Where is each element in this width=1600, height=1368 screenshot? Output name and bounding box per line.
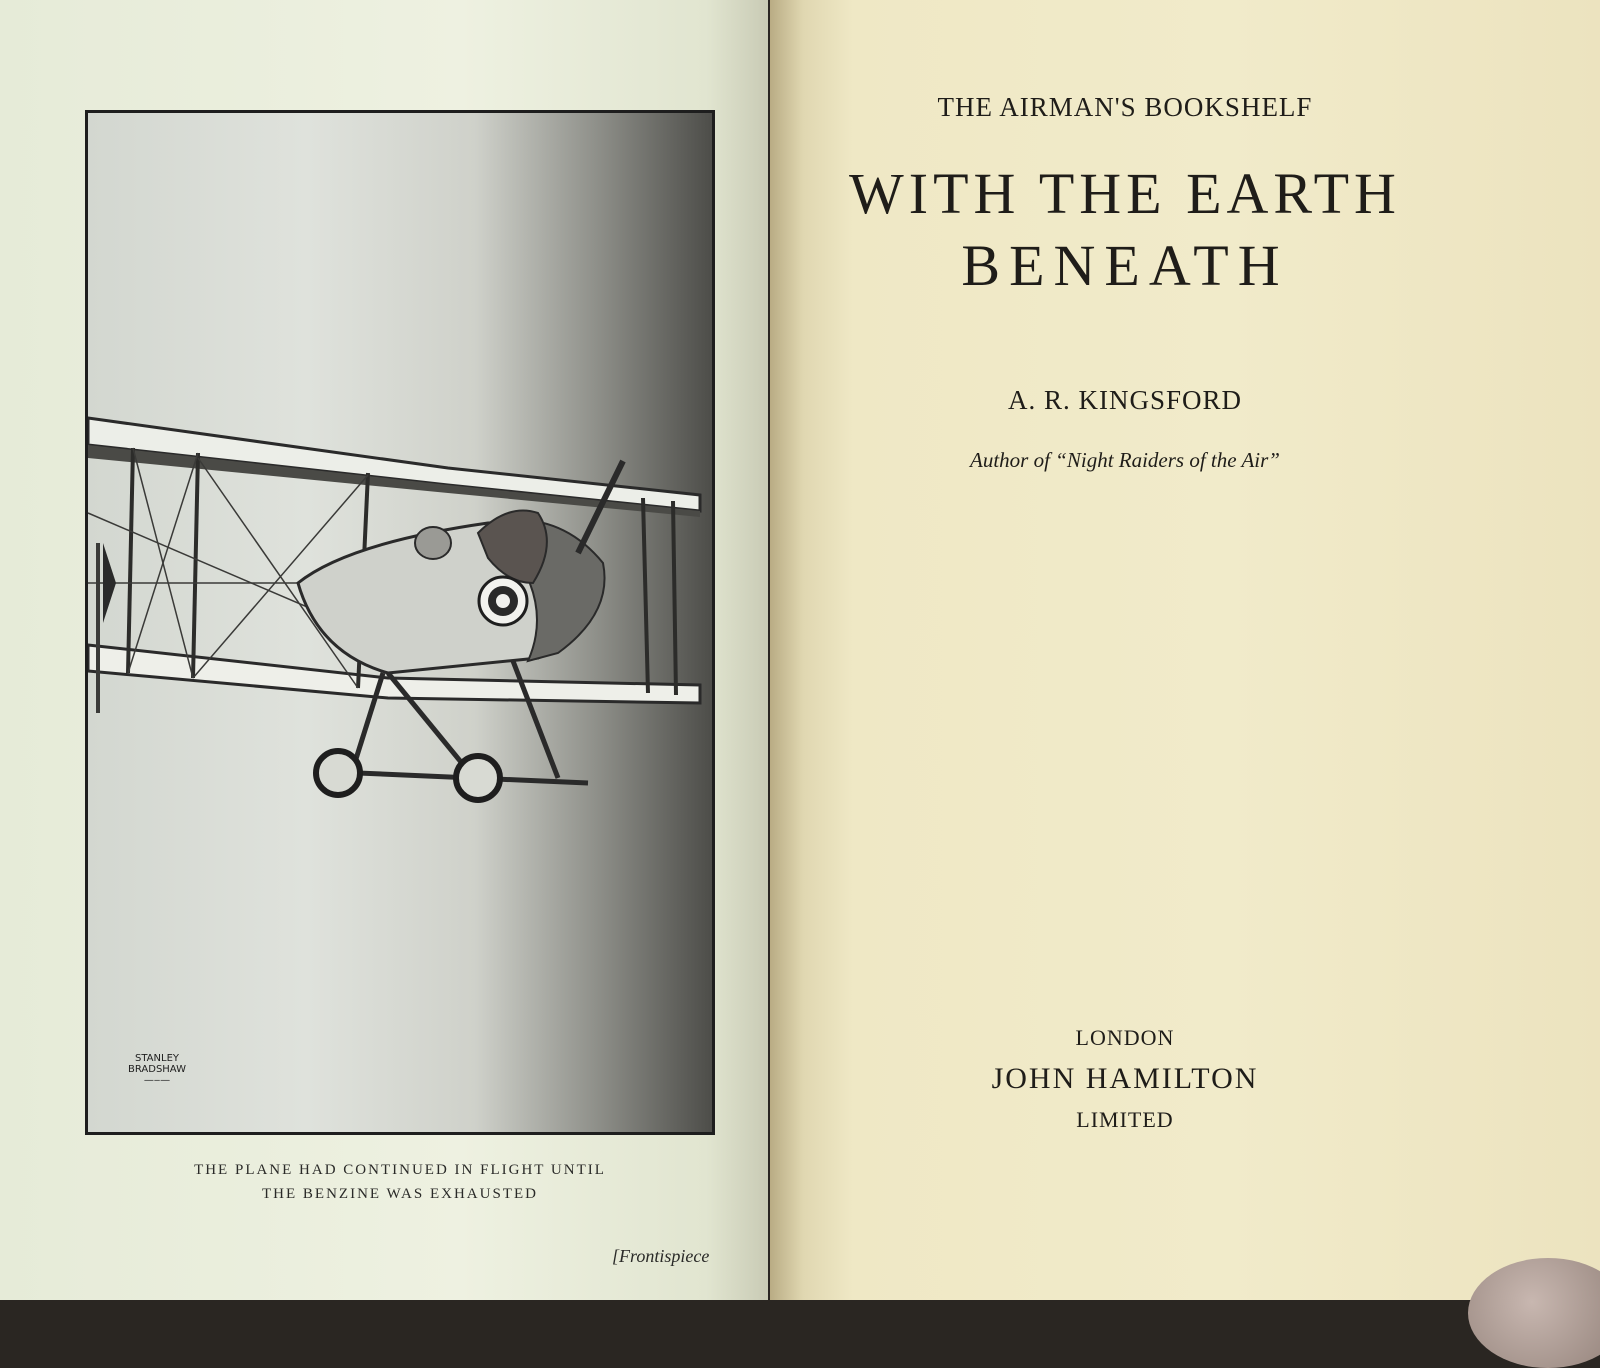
frontispiece-page [0, 0, 768, 1300]
publisher-suffix: LIMITED [1076, 1107, 1174, 1132]
illustration-caption [110, 1158, 690, 1206]
signature-line-2: BRADSHAW [128, 1064, 186, 1075]
book-title-line-1: WITH THE EARTH [849, 161, 1401, 226]
biplane-illustration [85, 110, 715, 1135]
publication-place: LONDON [1075, 1025, 1175, 1050]
caption-line-2: THE BENZINE WAS EXHAUSTED [262, 1186, 538, 1202]
author-name: A. R. KINGSFORD [1007, 385, 1243, 415]
author-note: Author of “Night Raiders of the Air” [970, 448, 1280, 472]
publisher-name: JOHN HAMILTON [991, 1062, 1259, 1095]
signature-line-1: STANLEY [135, 1053, 179, 1064]
frontispiece-label: [Frontispiece [612, 1246, 710, 1266]
biplane-drawing [88, 113, 712, 1132]
artist-signature [128, 1053, 186, 1086]
book-title-line-2: BENEATH [961, 233, 1289, 298]
caption-line-1: THE PLANE HAD CONTINUED IN FLIGHT UNTIL [194, 1162, 606, 1178]
series-name: THE AIRMAN'S BOOKSHELF [937, 92, 1313, 122]
title-page [770, 0, 1600, 1300]
signature-mark: —‒— [143, 1075, 171, 1086]
